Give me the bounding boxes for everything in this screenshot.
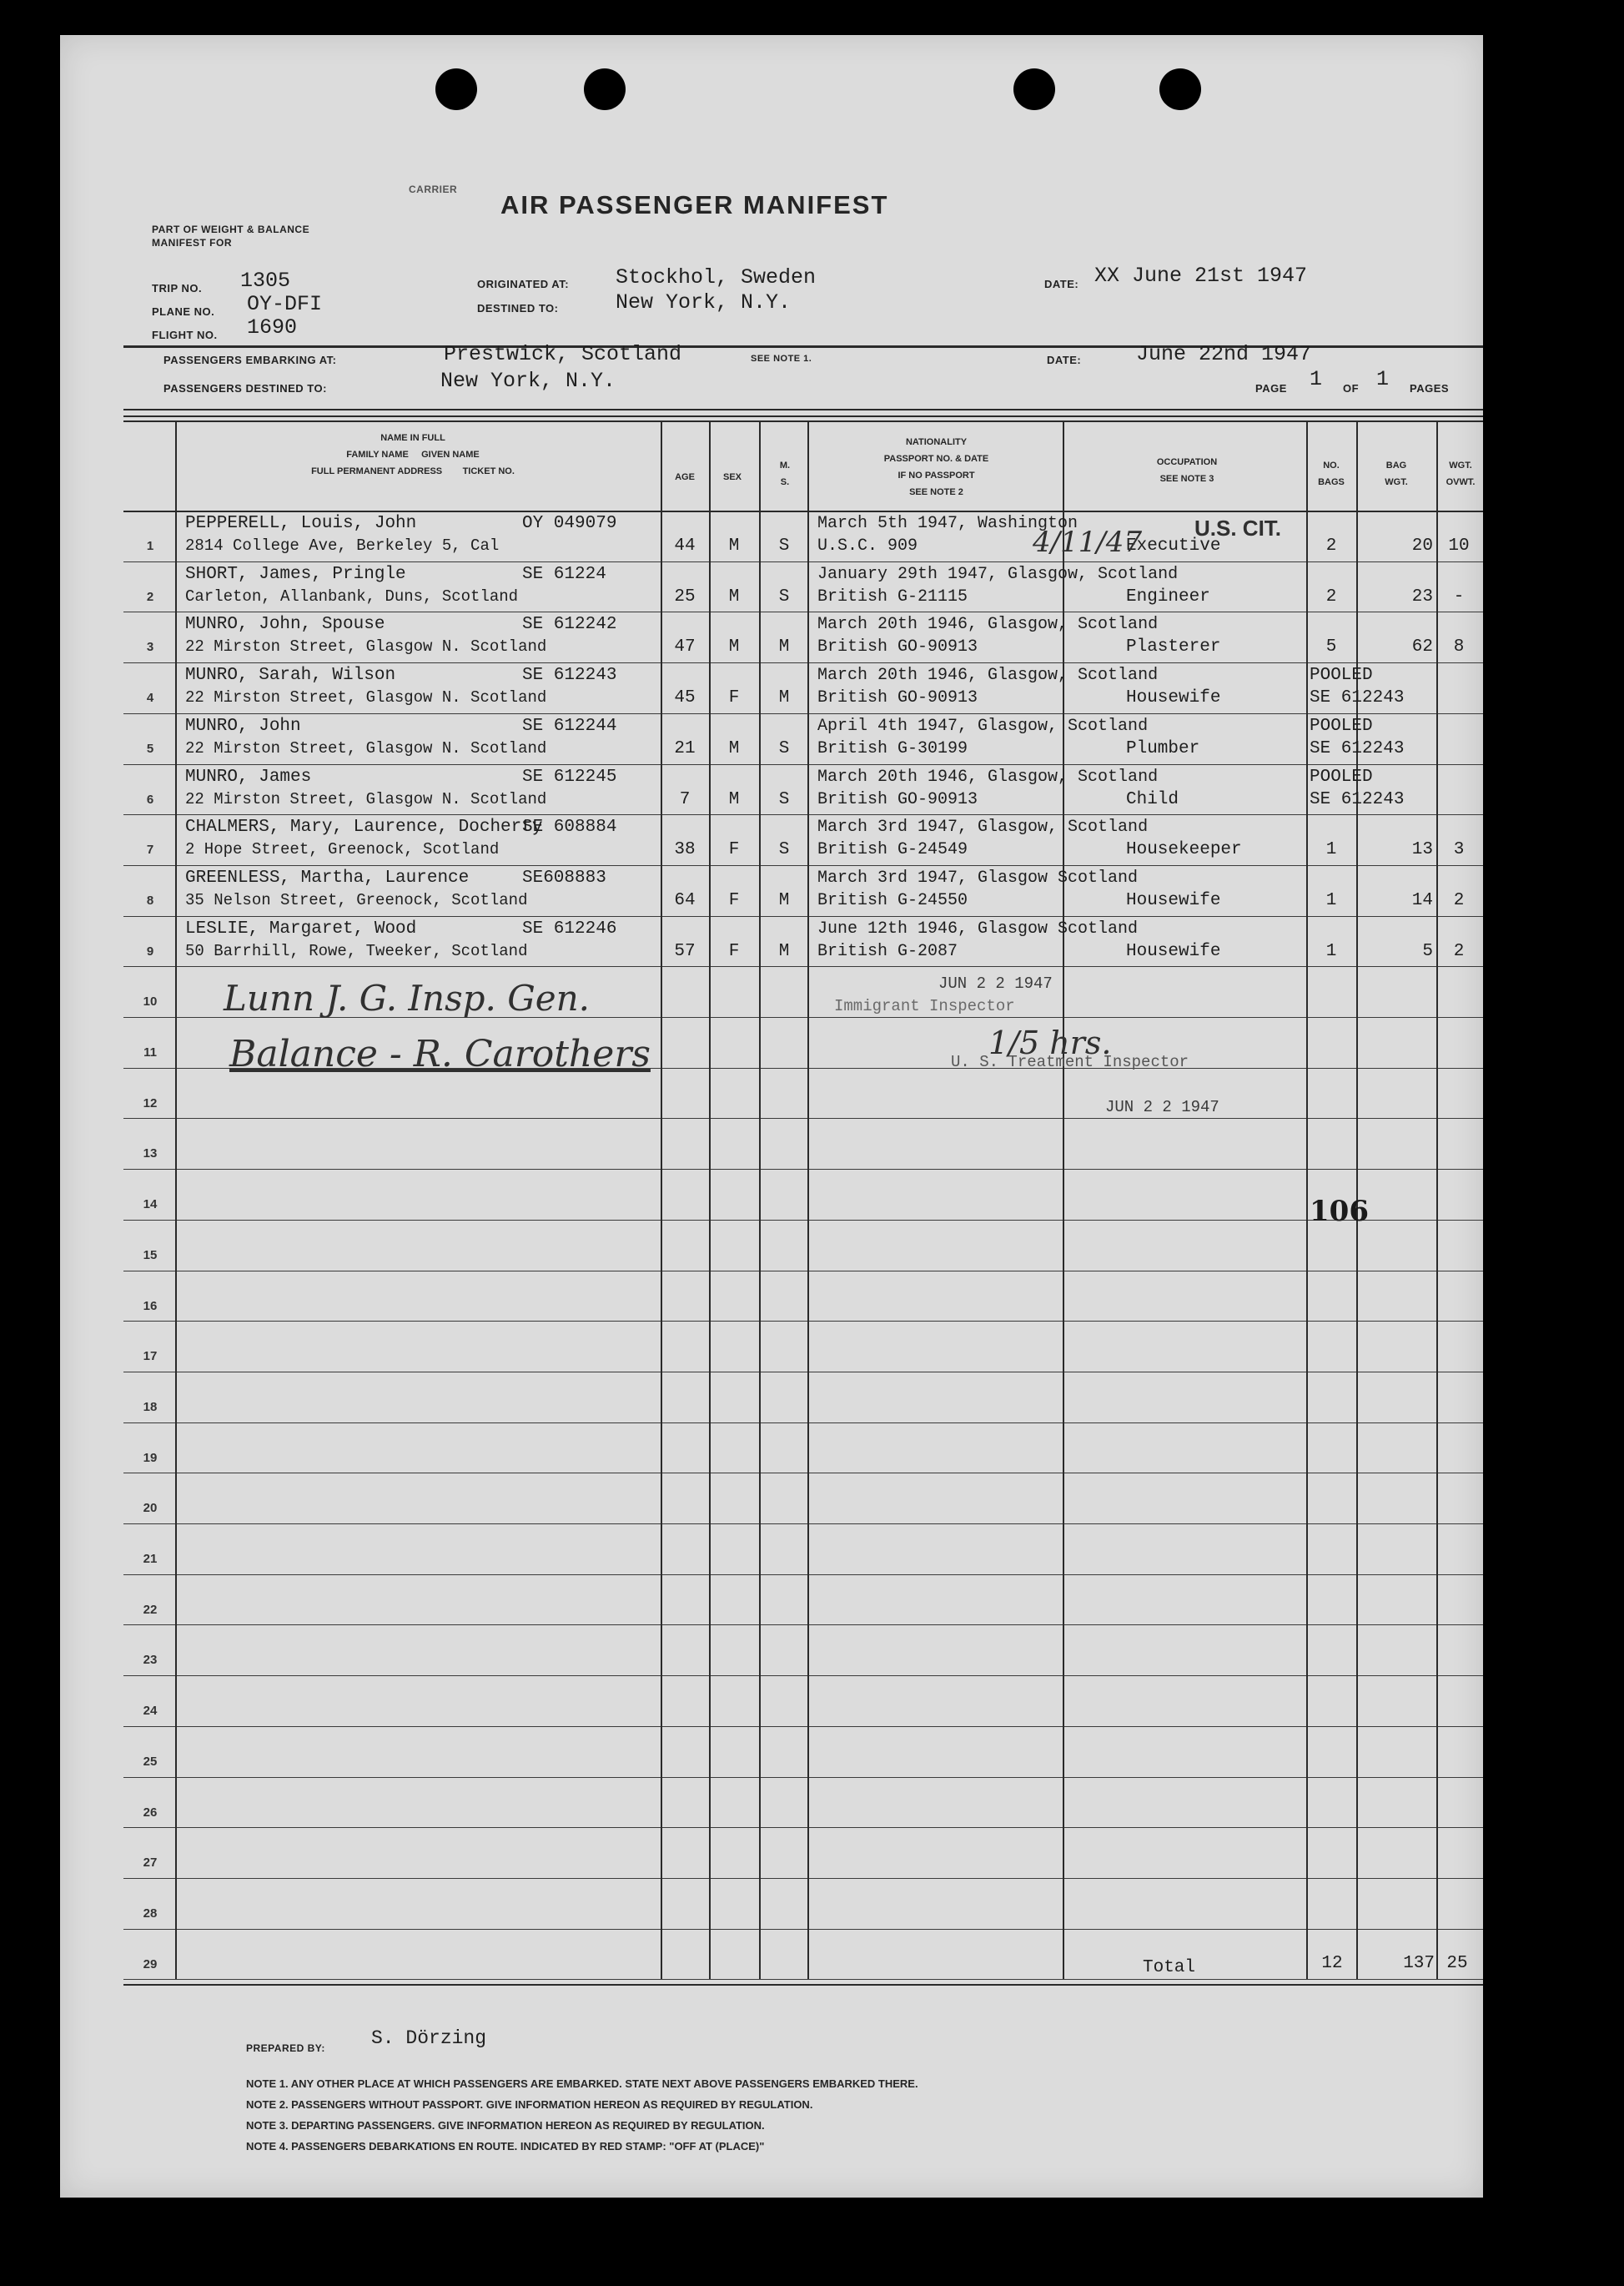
embarking-value: Prestwick, Scotland xyxy=(444,342,682,366)
row-number: 2 xyxy=(146,590,154,604)
passenger-name: SHORT, James, Pringle xyxy=(185,565,406,584)
punch-hole xyxy=(1159,68,1201,110)
passenger-address: 22 Mirston Street, Glasgow N. Scotland xyxy=(185,637,547,656)
occupation: Housekeeper xyxy=(1126,840,1242,859)
date2-label: DATE: xyxy=(1047,354,1082,366)
row-rule xyxy=(123,1321,1483,1322)
column-rule xyxy=(807,421,809,1979)
passport-no: British G-2087 xyxy=(817,942,958,961)
row-rule xyxy=(123,1169,1483,1170)
bag-count: 1 xyxy=(1325,840,1337,859)
passport-info: April 4th 1947, Glasgow, Scotland xyxy=(817,717,1149,736)
row-number: 19 xyxy=(143,1451,158,1465)
row-rule xyxy=(123,764,1483,765)
stamp-date: JUN 2 2 1947 xyxy=(1105,1098,1219,1116)
row-rule xyxy=(123,1220,1483,1221)
passenger-age: 47 xyxy=(674,637,696,657)
double-rule xyxy=(123,420,1483,422)
column-rule xyxy=(175,421,177,1979)
passport-info: March 3rd 1947, Glasgow, Scotland xyxy=(817,818,1149,837)
overweight: 8 xyxy=(1453,637,1465,657)
row-rule xyxy=(123,814,1483,815)
bag-count: 2 xyxy=(1325,536,1337,556)
plane-label: PLANE NO. xyxy=(152,305,215,318)
row-number: 27 xyxy=(143,1855,158,1870)
of-label: OF xyxy=(1343,382,1360,395)
originated-value: Stockhol, Sweden xyxy=(616,265,817,290)
row-rule xyxy=(123,713,1483,714)
passport-no: British GO-90913 xyxy=(817,637,978,657)
occupation: Child xyxy=(1126,790,1179,809)
passenger-address: 2 Hope Street, Greenock, Scotland xyxy=(185,840,500,859)
row-rule xyxy=(123,1827,1483,1828)
passenger-sex: F xyxy=(728,942,740,961)
footnote: NOTE 1. ANY OTHER PLACE AT WHICH PASSENGERS ARE EMBARKED. STATE NEXT ABOVE PASSENGERS EMBARKED THERE. xyxy=(246,2077,918,2090)
passport-no: British GO-90913 xyxy=(817,790,978,809)
passenger-address: 22 Mirston Street, Glasgow N. Scotland xyxy=(185,790,547,808)
passport-info: June 12th 1946, Glasgow Scotland xyxy=(817,919,1139,939)
passenger-sex: M xyxy=(728,587,740,607)
row-number: 5 xyxy=(146,742,154,756)
bag-count: POOLED xyxy=(1310,768,1373,787)
bag-count: POOLED xyxy=(1310,717,1373,736)
passenger-sex: F xyxy=(728,840,740,859)
passenger-age: 45 xyxy=(674,688,696,707)
passenger-name: LESLIE, Margaret, Wood xyxy=(185,919,417,939)
total-bagwgt: 137 xyxy=(1403,1954,1435,1973)
stamp-text: Immigrant Inspector xyxy=(834,997,1015,1015)
occupation: Engineer xyxy=(1126,587,1210,607)
double-rule xyxy=(123,415,1483,417)
bag-count: POOLED xyxy=(1310,666,1373,685)
row-number: 12 xyxy=(143,1096,158,1110)
date-value: XX June 21st 1947 xyxy=(1094,264,1308,288)
passport-info: March 20th 1946, Glasgow, Scotland xyxy=(817,666,1159,685)
row-rule xyxy=(123,1624,1483,1625)
passenger-address: 2814 College Ave, Berkeley 5, Cal xyxy=(185,536,500,555)
row-number: 9 xyxy=(146,944,154,959)
ticket-no: OY 049079 xyxy=(522,514,617,533)
marital-status: M xyxy=(778,942,790,961)
passenger-sex: M xyxy=(728,536,740,556)
part-of-label: PART OF WEIGHT & BALANCE xyxy=(152,224,310,235)
passenger-name: MUNRO, Sarah, Wilson xyxy=(185,666,396,685)
passenger-age: 64 xyxy=(674,891,696,910)
marital-status: S xyxy=(778,840,790,859)
overweight: 3 xyxy=(1453,840,1465,859)
row-rule xyxy=(123,1878,1483,1879)
passport-no: British G-30199 xyxy=(817,739,968,758)
bag-weight: 14 xyxy=(1411,891,1433,910)
passenger-age: 57 xyxy=(674,942,696,961)
marital-status: M xyxy=(778,637,790,657)
row-number: 21 xyxy=(143,1552,158,1566)
row-rule xyxy=(123,1574,1483,1575)
embarking-label: PASSENGERS EMBARKING AT: xyxy=(163,354,337,366)
destined2-label: PASSENGERS DESTINED TO: xyxy=(163,382,327,395)
bag-weight: 23 xyxy=(1411,587,1433,607)
form-title: AIR PASSENGER MANIFEST xyxy=(500,190,889,219)
col-sex-header: SEX xyxy=(722,472,742,482)
row-rule xyxy=(123,561,1483,562)
occupation: Plumber xyxy=(1126,739,1200,758)
stamp-text: U. S. Treatment Inspector xyxy=(951,1053,1189,1071)
passport-no: British G-24550 xyxy=(817,891,968,910)
plane-no: OY-DFI xyxy=(247,292,323,316)
double-rule xyxy=(123,409,1483,410)
passport-info: March 20th 1946, Glasgow, Scotland xyxy=(817,615,1159,634)
punch-hole xyxy=(1013,68,1055,110)
row-number: 7 xyxy=(146,843,154,857)
row-rule xyxy=(123,1929,1483,1930)
stamp-date: JUN 2 2 1947 xyxy=(938,974,1053,993)
col-age-header: AGE xyxy=(675,472,695,482)
table-header-rule xyxy=(123,511,1483,512)
passport-info: March 3rd 1947, Glasgow Scotland xyxy=(817,869,1139,888)
bag-weight: 13 xyxy=(1411,840,1433,859)
passport-no: British GO-90913 xyxy=(817,688,978,707)
occupation: Plasterer xyxy=(1126,637,1221,657)
ticket-no: SE 61224 xyxy=(522,565,606,584)
bag-count: 1 xyxy=(1325,891,1337,910)
column-rule xyxy=(759,421,761,1979)
marital-status: S xyxy=(778,739,790,758)
ticket-no: SE 612243 xyxy=(522,666,617,685)
occupation: Housewife xyxy=(1126,942,1221,961)
passenger-name: GREENLESS, Martha, Laurence xyxy=(185,869,470,888)
ticket-no: SE 612245 xyxy=(522,768,617,787)
bag-weight: SE 612243 xyxy=(1310,688,1405,707)
pages-label: PAGES xyxy=(1410,382,1450,395)
col-wgt-header: WGT. OVWT. xyxy=(1446,461,1476,487)
destined-value: New York, N.Y. xyxy=(616,290,792,315)
ticket-no: SE 608884 xyxy=(522,818,617,837)
passenger-age: 25 xyxy=(674,587,696,607)
ticket-no: SE 612242 xyxy=(522,615,617,634)
row-number: 28 xyxy=(143,1906,158,1921)
bag-count: 1 xyxy=(1325,942,1337,961)
overweight: 2 xyxy=(1453,891,1465,910)
passenger-sex: M xyxy=(728,790,740,809)
bag-count: 5 xyxy=(1325,637,1337,657)
bag-count: 2 xyxy=(1325,587,1337,607)
date-label: DATE: xyxy=(1044,278,1079,290)
row-number: 24 xyxy=(143,1704,158,1718)
row-number: 29 xyxy=(143,1957,158,1971)
row-rule xyxy=(123,966,1483,967)
see-note-1: SEE NOTE 1. xyxy=(751,354,812,364)
row-number: 8 xyxy=(146,894,154,908)
prepared-value: S. Dörzing xyxy=(371,2027,487,2049)
passenger-name: MUNRO, James xyxy=(185,768,312,787)
row-number: 20 xyxy=(143,1501,158,1515)
passenger-age: 38 xyxy=(674,840,696,859)
row-number: 10 xyxy=(143,994,158,1009)
row-rule xyxy=(123,865,1483,866)
passenger-sex: F xyxy=(728,891,740,910)
stamped-number: 106 xyxy=(1310,1195,1369,1228)
pages-total: 1 xyxy=(1376,367,1390,391)
passenger-sex: M xyxy=(728,739,740,758)
passenger-address: 22 Mirston Street, Glasgow N. Scotland xyxy=(185,688,547,707)
row-number: 23 xyxy=(143,1653,158,1667)
passenger-name: PEPPERELL, Louis, John xyxy=(185,514,417,533)
row-rule xyxy=(123,1523,1483,1524)
row-rule xyxy=(123,1422,1483,1423)
ticket-no: SE608883 xyxy=(522,869,606,888)
part-of-label: MANIFEST FOR xyxy=(152,237,232,249)
col-bagwgt-header: BAG WGT. xyxy=(1385,461,1408,487)
passport-info: January 29th 1947, Glasgow, Scotland xyxy=(817,565,1179,584)
marital-status: M xyxy=(778,891,790,910)
bottom-rule xyxy=(123,1984,1483,1986)
row-number: 26 xyxy=(143,1805,158,1820)
row-number: 14 xyxy=(143,1197,158,1211)
marital-status: M xyxy=(778,688,790,707)
col-bags-header: NO. BAGS xyxy=(1318,461,1345,487)
destined2-value: New York, N.Y. xyxy=(440,369,616,393)
col-occupation-header: OCCUPATION SEE NOTE 3 xyxy=(1156,457,1218,484)
row-number: 18 xyxy=(143,1400,158,1414)
destined-label: DESTINED TO: xyxy=(477,302,559,315)
passenger-sex: F xyxy=(728,688,740,707)
date2-value: June 22nd 1947 xyxy=(1136,342,1312,366)
passenger-age: 21 xyxy=(674,739,696,758)
passenger-sex: M xyxy=(728,637,740,657)
row-number: 1 xyxy=(146,539,154,553)
column-rule xyxy=(661,421,662,1979)
flight-label: FLIGHT NO. xyxy=(152,329,218,341)
passport-no: British G-24549 xyxy=(817,840,968,859)
column-rule xyxy=(709,421,711,1979)
flight-no: 1690 xyxy=(247,315,298,340)
bag-weight: SE 612243 xyxy=(1310,790,1405,809)
page-no: 1 xyxy=(1310,367,1323,391)
originated-label: ORIGINATED AT: xyxy=(477,278,570,290)
passport-no: U.S.C. 909 xyxy=(817,536,918,556)
passport-no: British G-21115 xyxy=(817,587,968,607)
passenger-address: 50 Barrhill, Rowe, Tweeker, Scotland xyxy=(185,942,528,960)
overweight: - xyxy=(1453,587,1465,607)
punch-hole xyxy=(584,68,626,110)
ticket-no: SE 612246 xyxy=(522,919,617,939)
passenger-address: 22 Mirston Street, Glasgow N. Scotland xyxy=(185,739,547,758)
row-number: 11 xyxy=(143,1045,157,1060)
row-rule xyxy=(123,1118,1483,1119)
occupation: Housewife xyxy=(1126,688,1221,707)
row-rule xyxy=(123,1726,1483,1727)
passenger-name: MUNRO, John, Spouse xyxy=(185,615,385,634)
passport-info: March 5th 1947, Washington xyxy=(817,514,1078,533)
carrier-label: CARRIER xyxy=(409,184,458,195)
col-name-header: NAME IN FULL FAMILY NAME GIVEN NAME FULL PERMANENT ADDRESS TICKET NO. xyxy=(311,433,515,476)
row-number: 4 xyxy=(146,691,154,705)
total-label: Total xyxy=(1143,1958,1196,1977)
row-rule xyxy=(123,1979,1483,1980)
footnote: NOTE 2. PASSENGERS WITHOUT PASSPORT. GIVE INFORMATION HEREON AS REQUIRED BY REGULATION. xyxy=(246,2098,813,2111)
row-number: 13 xyxy=(143,1146,158,1161)
row-number: 22 xyxy=(143,1603,158,1617)
marital-status: S xyxy=(778,536,790,556)
col-ms-header: M. S. xyxy=(779,461,791,487)
bag-weight: 20 xyxy=(1411,536,1433,556)
ticket-no: SE 612244 xyxy=(522,717,617,736)
trip-label: TRIP NO. xyxy=(152,282,203,295)
prepared-label: PREPARED BY: xyxy=(246,2042,325,2054)
footnote: NOTE 3. DEPARTING PASSENGERS. GIVE INFORMATION HEREON AS REQUIRED BY REGULATION. xyxy=(246,2119,765,2132)
passenger-address: 35 Nelson Street, Greenock, Scotland xyxy=(185,891,528,909)
handwritten-signature: Lunn J. G. Insp. Gen. xyxy=(224,978,591,1019)
trip-no: 1305 xyxy=(240,269,291,293)
punch-hole xyxy=(435,68,477,110)
column-rule xyxy=(1306,421,1308,1979)
marital-status: S xyxy=(778,587,790,607)
row-number: 3 xyxy=(146,640,154,654)
passenger-age: 44 xyxy=(674,536,696,556)
row-number: 25 xyxy=(143,1755,158,1769)
row-rule xyxy=(123,662,1483,663)
overweight: 2 xyxy=(1453,942,1465,961)
passenger-age: 7 xyxy=(679,790,691,809)
column-rule xyxy=(1063,421,1064,1979)
passenger-name: CHALMERS, Mary, Laurence, Docherty xyxy=(185,818,543,837)
bag-weight: 5 xyxy=(1422,942,1433,961)
col-nationality-header: NATIONALITY PASSPORT NO. & DATE IF NO PASSPORT SEE NOTE 2 xyxy=(883,437,989,497)
row-rule xyxy=(123,1675,1483,1676)
handwritten-note: 1/5 hrs. xyxy=(988,1025,1112,1061)
bag-weight: SE 612243 xyxy=(1310,739,1405,758)
row-rule xyxy=(123,916,1483,917)
handwritten-date: 4/11/47 xyxy=(1033,526,1143,559)
footnote: NOTE 4. PASSENGERS DEBARKATIONS EN ROUTE. INDICATED BY RED STAMP: "OFF AT (PLACE)" xyxy=(246,2140,765,2153)
passenger-address: Carleton, Allanbank, Duns, Scotland xyxy=(185,587,519,606)
overweight: 10 xyxy=(1448,536,1470,556)
row-number: 15 xyxy=(143,1248,158,1262)
total-bags: 12 xyxy=(1321,1954,1343,1973)
total-wgt: 25 xyxy=(1446,1954,1468,1973)
bag-weight: 62 xyxy=(1411,637,1433,657)
row-number: 16 xyxy=(143,1299,158,1313)
row-number: 6 xyxy=(146,793,154,807)
passenger-name: MUNRO, John xyxy=(185,717,301,736)
occupation: Executive xyxy=(1126,536,1221,556)
row-number: 17 xyxy=(143,1349,158,1363)
us-citizen-note: U.S. CIT. xyxy=(1194,516,1282,541)
occupation: Housewife xyxy=(1126,891,1221,910)
marital-status: S xyxy=(778,790,790,809)
row-rule xyxy=(123,1777,1483,1778)
passport-info: March 20th 1946, Glasgow, Scotland xyxy=(817,768,1159,787)
page-label: PAGE xyxy=(1255,382,1287,395)
handwritten-signature: Balance - R. Carothers xyxy=(229,1033,651,1075)
